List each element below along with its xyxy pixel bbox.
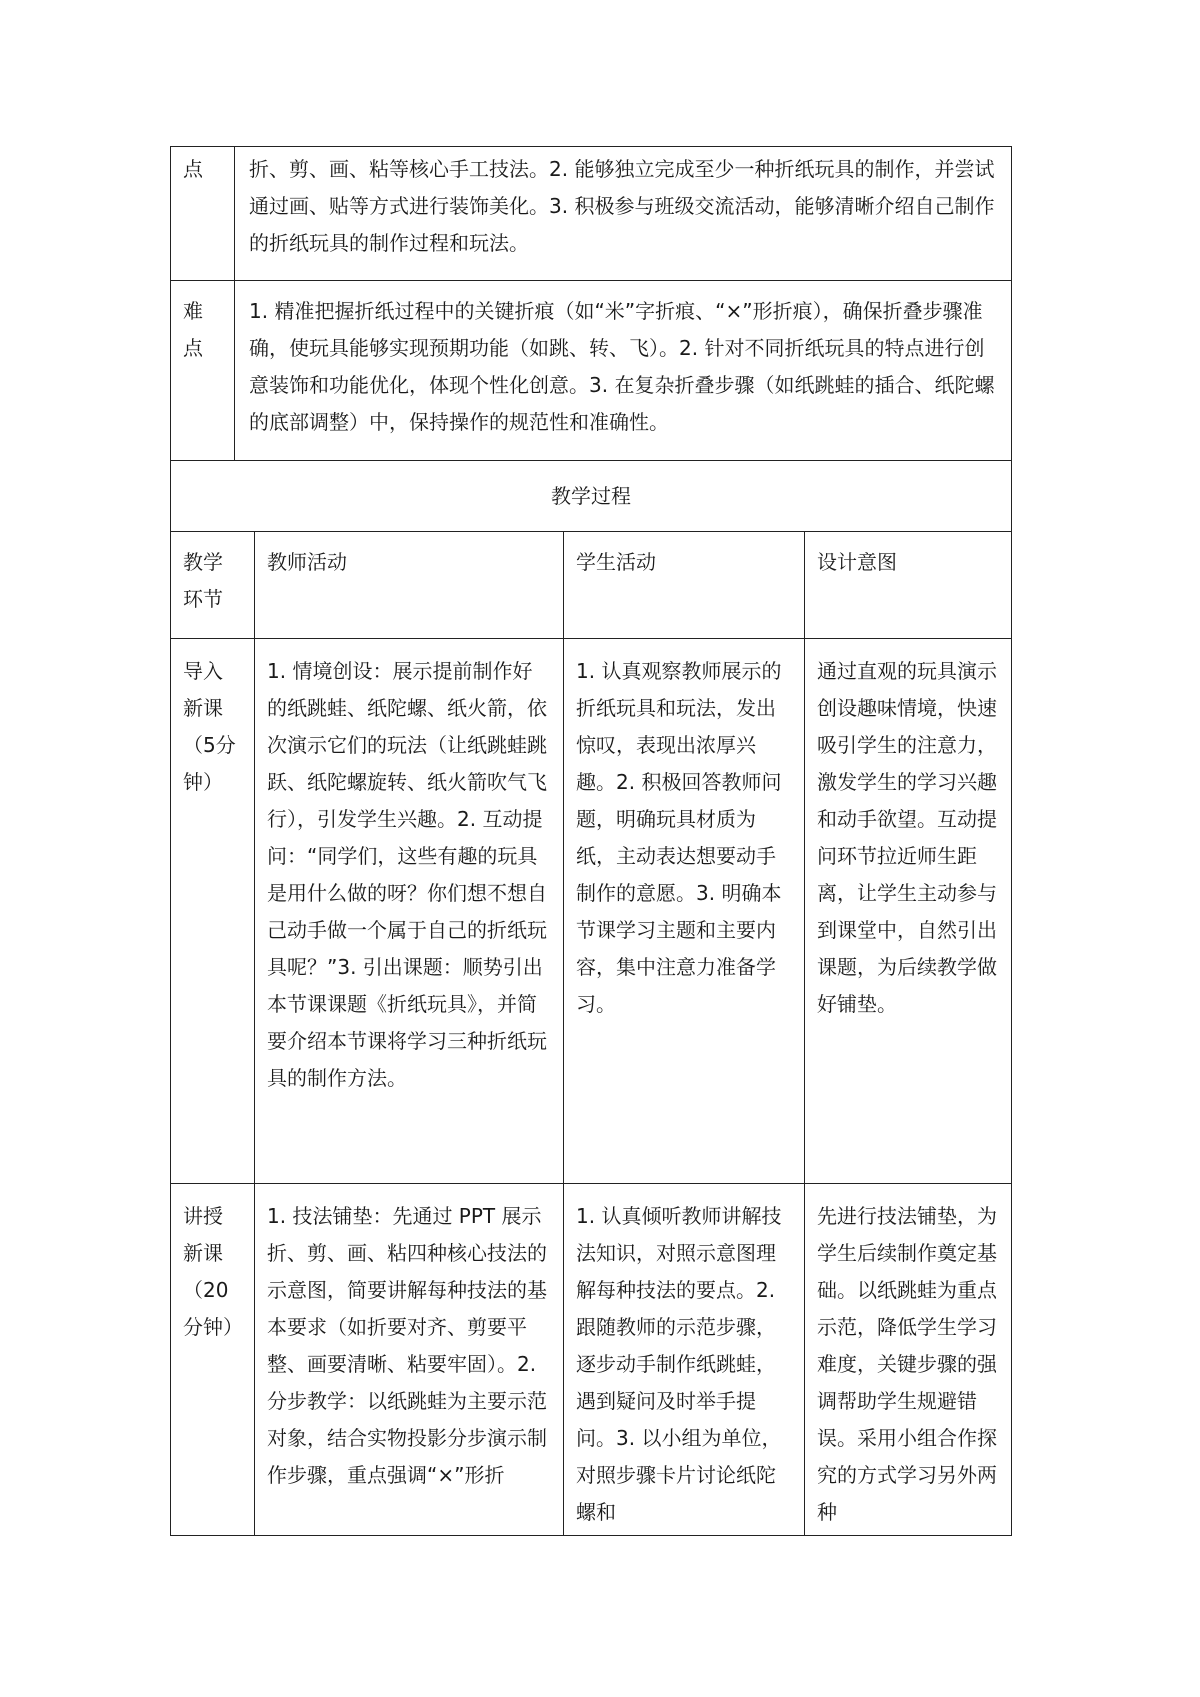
student-activity-cell: 1. 认真观察教师展示的折纸玩具和玩法，发出惊叹，表现出浓厚兴趣。2. 积极回答教师问题，明确玩具材质为纸，主动表达想要动手制作的意愿。3. 明确本节课学习主题和主要内容，集中注意力准备学习。 [563,639,804,1183]
key-points-label: 点 [183,157,203,181]
difficulties-row [171,280,1011,460]
process-title: 教学过程 [551,483,631,508]
design-intent-cell: 先进行技法铺垫，为学生后续制作奠定基础。以纸跳蛙为重点示范，降低学生学习难度，关键步骤的强调帮助学生规避错误。采用小组合作探究的方式学习另外两种 [804,1184,1011,1535]
header-teacher: 教师活动 [254,532,563,638]
process-title-row [171,460,1011,531]
design-intent-cell: 通过直观的玩具演示创设趣味情境，快速吸引学生的注意力，激发学生的学习兴趣和动手欲望。互动提问环节拉近师生距离，让学生主动参与到课堂中，自然引出课题，为后续教学做好铺垫。 [804,639,1011,1183]
teacher-activity-cell: 1. 情境创设：展示提前制作好的纸跳蛙、纸陀螺、纸火箭，依次演示它们的玩法（让纸跳蛙跳跃、纸陀螺旋转、纸火箭吹气飞行），引发学生兴趣。2. 互动提问：“同学们，这些有趣的玩具是用什么做的呀？你们想不想自己动手做一个属于自己的折纸玩具呢？”3. 引出课题：顺势引出本节课课题《折纸玩具》，并简要介绍本节课将学习三种折纸玩具的制作方法。 [254,639,563,1183]
stage-cell: 导入新课（5分钟） [183,659,236,794]
difficulties-label: 难 点 [183,299,203,360]
key-points-content: 折、剪、画、粘等核心手工技法。2. 能够独立完成至少一种折纸玩具的制作，并尝试通过画、贴等方式进行装饰美化。3. 积极参与班级交流活动，能够清晰介绍自己制作的折纸玩具的制作过程和玩法。 [234,147,1011,280]
key-points-row [171,147,1011,280]
table-row [171,1183,1011,1535]
table-row [171,638,1011,1183]
student-activity-cell: 1. 认真倾听教师讲解技法知识，对照示意图理解每种技法的要点。2. 跟随教师的示范步骤，逐步动手制作纸跳蛙，遇到疑问及时举手提问。3. 以小组为单位，对照步骤卡片讨论纸陀螺和 [563,1184,804,1535]
header-stage: 教学环节 [183,550,223,611]
header-student: 学生活动 [563,532,804,638]
lesson-plan-table [170,146,1012,1536]
stage-cell: 讲授新课（20分钟） [183,1204,243,1339]
teacher-activity-cell: 1. 技法铺垫：先通过 PPT 展示折、剪、画、粘四种核心技法的示意图，简要讲解每种技法的基本要求（如折要对齐、剪要平整、画要清晰、粘要牢固）。2. 分步教学：以纸跳蛙为主要示范对象，结合实物投影分步演示制作步骤，重点强调“×”形折 [254,1184,563,1535]
process-header-row [171,531,1011,638]
header-intent: 设计意图 [804,532,1011,638]
difficulties-content: 1. 精准把握折纸过程中的关键折痕（如“米”字折痕、“×”形折痕），确保折叠步骤准确，使玩具能够实现预期功能（如跳、转、飞）。2. 针对不同折纸玩具的特点进行创意装饰和功能优化，体现个性化创意。3. 在复杂折叠步骤（如纸跳蛙的插合、纸陀螺的底部调整）中，保持操作的规范性和准确性。 [234,281,1011,460]
